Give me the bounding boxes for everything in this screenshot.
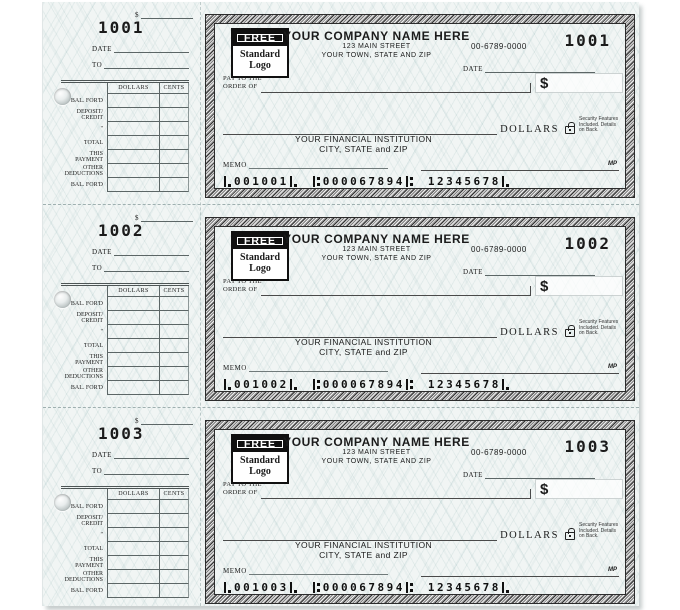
stub-row-ditto: " — [61, 325, 189, 339]
micr-transit-icon — [313, 379, 320, 390]
stub-to-line — [92, 263, 189, 272]
company-address2: YOUR TOWN, STATE AND ZIP — [321, 457, 432, 465]
stub-col-dollars: DOLLARS — [107, 489, 159, 500]
check-number: 1002 — [564, 234, 611, 253]
memo-blank — [249, 363, 388, 372]
stub-row-bal-fwd: BAL. FOR'D — [61, 500, 189, 514]
signature-line — [421, 373, 619, 374]
microprint-indicator: MP — [608, 161, 617, 167]
bank-name: YOUR FINANCIAL INSTITUTION — [294, 337, 433, 347]
micr-onus-icon — [502, 582, 509, 593]
check-number: 1003 — [564, 437, 611, 456]
stub-row-other-deductions: OTHER DEDUCTIONS — [61, 570, 189, 584]
stub-row-bal-fwd-2: BAL. FOR'D — [61, 584, 189, 598]
check-stub — [43, 408, 206, 605]
stub-amount-line — [135, 213, 193, 222]
payee-line — [261, 84, 531, 93]
date-label: DATE — [463, 268, 483, 276]
micr-onus-icon — [290, 582, 297, 593]
amount-box — [535, 479, 623, 499]
company-address1: 123 MAIN STREET — [342, 449, 411, 456]
stub-date-blank — [114, 247, 189, 256]
signature-line — [421, 170, 619, 171]
micr-account-number: 12345678 — [427, 378, 501, 391]
date-line — [463, 267, 595, 276]
stub-col-cents: CENTS — [159, 489, 189, 500]
company-block — [279, 29, 474, 60]
date-blank — [485, 470, 595, 479]
memo-line — [223, 160, 388, 169]
date-label: DATE — [463, 65, 483, 73]
company-address1: 123 MAIN STREET — [342, 43, 411, 50]
company-address2: YOUR TOWN, STATE AND ZIP — [321, 254, 432, 262]
dollar-sign: $ — [540, 74, 549, 92]
stub-register-table — [61, 283, 189, 395]
micr-transit-icon — [406, 582, 413, 593]
stub-date-label: DATE — [92, 45, 112, 53]
logo-free-banner: FREE — [233, 30, 287, 46]
stub-row-deposit: DEPOSIT/ CREDIT — [61, 514, 189, 528]
microprint-indicator: MP — [608, 567, 617, 573]
bank-name: YOUR FINANCIAL INSTITUTION — [294, 540, 433, 550]
check-document — [206, 421, 634, 603]
micr-transit-icon — [313, 582, 320, 593]
stub-row-ditto: " — [61, 528, 189, 542]
fractional-routing-code: 00-6789-0000 — [471, 448, 527, 457]
memo-blank — [249, 160, 388, 169]
stub-row-bal-fwd: BAL. FOR'D — [61, 297, 189, 311]
stub-table-header — [61, 286, 189, 297]
micr-onus-icon — [502, 379, 509, 390]
bank-address: CITY, STATE and ZIP — [319, 144, 408, 154]
stub-row-other-deductions: OTHER DEDUCTIONS — [61, 164, 189, 178]
stub-dollar-sign: $ — [135, 214, 139, 222]
dollars-label: DOLLARS — [500, 326, 559, 338]
micr-routing-number: 000067894 — [322, 175, 405, 188]
stub-row-ditto: " — [61, 122, 189, 136]
pay-to-order-label: PAY TO THE ORDER OF — [223, 481, 262, 496]
bank-block — [251, 134, 476, 154]
micr-onus-icon — [290, 379, 297, 390]
stub-row-deposit: DEPOSIT/ CREDIT — [61, 108, 189, 122]
micr-line — [223, 175, 512, 188]
stub-to-blank — [104, 466, 189, 475]
amount-words-blank — [223, 328, 497, 338]
micr-check-number: 001002 — [234, 378, 289, 391]
stub-check-number: 1001 — [98, 18, 145, 37]
security-note: Security Features Included. Details on Back. — [579, 522, 619, 539]
amount-words-blank — [223, 531, 497, 541]
stub-col-cents: CENTS — [159, 83, 189, 94]
stub-register-table — [61, 80, 189, 192]
stub-col-dollars: DOLLARS — [107, 286, 159, 297]
micr-check-number: 001001 — [234, 175, 289, 188]
security-note: Security Features Included. Details on Back. — [579, 319, 619, 336]
stub-to-line — [92, 466, 189, 475]
dollars-label: DOLLARS — [500, 123, 559, 135]
check-section-3 — [43, 408, 639, 605]
stub-amount-blank — [141, 213, 193, 222]
check-section-2 — [43, 205, 639, 408]
micr-onus-icon — [224, 379, 231, 390]
dollar-sign: $ — [540, 277, 549, 295]
stub-row-bal-fwd-2: BAL. FOR'D — [61, 178, 189, 192]
pay-to-order-label: PAY TO THE ORDER OF — [223, 75, 262, 90]
stub-date-label: DATE — [92, 451, 112, 459]
date-blank — [485, 267, 595, 276]
company-name: YOUR COMPANY NAME HERE — [283, 29, 470, 43]
stub-row-deposit: DEPOSIT/ CREDIT — [61, 311, 189, 325]
check-document — [206, 218, 634, 400]
memo-label: MEMO — [223, 364, 247, 372]
stub-to-label: TO — [92, 467, 103, 475]
logo-free-banner: FREE — [233, 436, 287, 452]
security-lock-icon — [565, 126, 575, 134]
micr-onus-icon — [290, 176, 297, 187]
security-lock-icon — [565, 329, 575, 337]
bank-address: CITY, STATE and ZIP — [319, 550, 408, 560]
stub-row-this-payment: THIS PAYMENT — [61, 150, 189, 164]
micr-transit-icon — [313, 176, 320, 187]
micr-line — [223, 581, 512, 594]
logo-text: Standard Logo — [239, 455, 280, 477]
memo-line — [223, 363, 388, 372]
stub-date-blank — [114, 44, 189, 53]
stub-date-blank — [114, 450, 189, 459]
micr-transit-icon — [406, 379, 413, 390]
stub-row-bal-fwd: BAL. FOR'D — [61, 94, 189, 108]
bank-block — [251, 337, 476, 357]
payee-line — [261, 287, 531, 296]
stub-row-this-payment: THIS PAYMENT — [61, 556, 189, 570]
company-address1: 123 MAIN STREET — [342, 246, 411, 253]
memo-label: MEMO — [223, 161, 247, 169]
stub-check-number: 1002 — [98, 221, 145, 240]
stub-to-blank — [104, 263, 189, 272]
amount-box — [535, 276, 623, 296]
date-blank — [485, 64, 595, 73]
stub-amount-blank — [141, 10, 193, 19]
checks-sheet — [43, 2, 639, 606]
micr-transit-icon — [406, 176, 413, 187]
check-section-1 — [43, 2, 639, 205]
stub-col-cents: CENTS — [159, 286, 189, 297]
stub-row-total: TOTAL — [61, 136, 189, 150]
stub-row-total: TOTAL — [61, 542, 189, 556]
stub-to-blank — [104, 60, 189, 69]
micr-check-number: 001003 — [234, 581, 289, 594]
amount-words-blank — [223, 125, 497, 135]
stub-amount-blank — [141, 416, 193, 425]
check-stub — [43, 2, 206, 204]
memo-line — [223, 566, 388, 575]
company-address2: YOUR TOWN, STATE AND ZIP — [321, 51, 432, 59]
signature-line — [421, 576, 619, 577]
bank-address: CITY, STATE and ZIP — [319, 347, 408, 357]
stub-date-line — [92, 450, 189, 459]
stub-col-dollars: DOLLARS — [107, 83, 159, 94]
stub-row-this-payment: THIS PAYMENT — [61, 353, 189, 367]
dollars-label: DOLLARS — [500, 529, 559, 541]
check-document — [206, 15, 634, 197]
stub-dollar-sign: $ — [135, 11, 139, 19]
pay-to-order-label: PAY TO THE ORDER OF — [223, 278, 262, 293]
stub-date-line — [92, 44, 189, 53]
fractional-routing-code: 00-6789-0000 — [471, 245, 527, 254]
company-name: YOUR COMPANY NAME HERE — [283, 435, 470, 449]
stub-to-label: TO — [92, 264, 103, 272]
written-amount-line — [223, 117, 621, 135]
bank-name: YOUR FINANCIAL INSTITUTION — [294, 134, 433, 144]
micr-routing-number: 000067894 — [322, 581, 405, 594]
stub-amount-line — [135, 416, 193, 425]
fractional-routing-code: 00-6789-0000 — [471, 42, 527, 51]
payee-line — [261, 490, 531, 499]
micr-account-number: 12345678 — [427, 581, 501, 594]
stub-row-total: TOTAL — [61, 339, 189, 353]
stub-check-number: 1003 — [98, 424, 145, 443]
micr-account-number: 12345678 — [427, 175, 501, 188]
memo-blank — [249, 566, 388, 575]
stub-date-label: DATE — [92, 248, 112, 256]
date-label: DATE — [463, 471, 483, 479]
micr-onus-icon — [224, 582, 231, 593]
stub-date-line — [92, 247, 189, 256]
stub-amount-line — [135, 10, 193, 19]
stub-register-table — [61, 486, 189, 598]
stub-table-header — [61, 83, 189, 94]
date-line — [463, 470, 595, 479]
stub-table-header — [61, 489, 189, 500]
logo-free-banner: FREE — [233, 233, 287, 249]
dollar-sign: $ — [540, 480, 549, 498]
stub-row-bal-fwd-2: BAL. FOR'D — [61, 381, 189, 395]
check-number: 1001 — [564, 31, 611, 50]
stub-to-label: TO — [92, 61, 103, 69]
micr-line — [223, 378, 512, 391]
micr-onus-icon — [502, 176, 509, 187]
company-block — [279, 435, 474, 466]
stub-dollar-sign: $ — [135, 417, 139, 425]
company-name: YOUR COMPANY NAME HERE — [283, 232, 470, 246]
micr-onus-icon — [224, 176, 231, 187]
microprint-indicator: MP — [608, 364, 617, 370]
company-block — [279, 232, 474, 263]
amount-box — [535, 73, 623, 93]
security-note: Security Features Included. Details on Back. — [579, 116, 619, 133]
logo-text: Standard Logo — [239, 49, 280, 71]
date-line — [463, 64, 595, 73]
stub-to-line — [92, 60, 189, 69]
stub-row-other-deductions: OTHER DEDUCTIONS — [61, 367, 189, 381]
written-amount-line — [223, 523, 621, 541]
bank-block — [251, 540, 476, 560]
logo-text: Standard Logo — [239, 252, 280, 274]
check-stub — [43, 205, 206, 407]
micr-routing-number: 000067894 — [322, 378, 405, 391]
written-amount-line — [223, 320, 621, 338]
memo-label: MEMO — [223, 567, 247, 575]
security-lock-icon — [565, 532, 575, 540]
